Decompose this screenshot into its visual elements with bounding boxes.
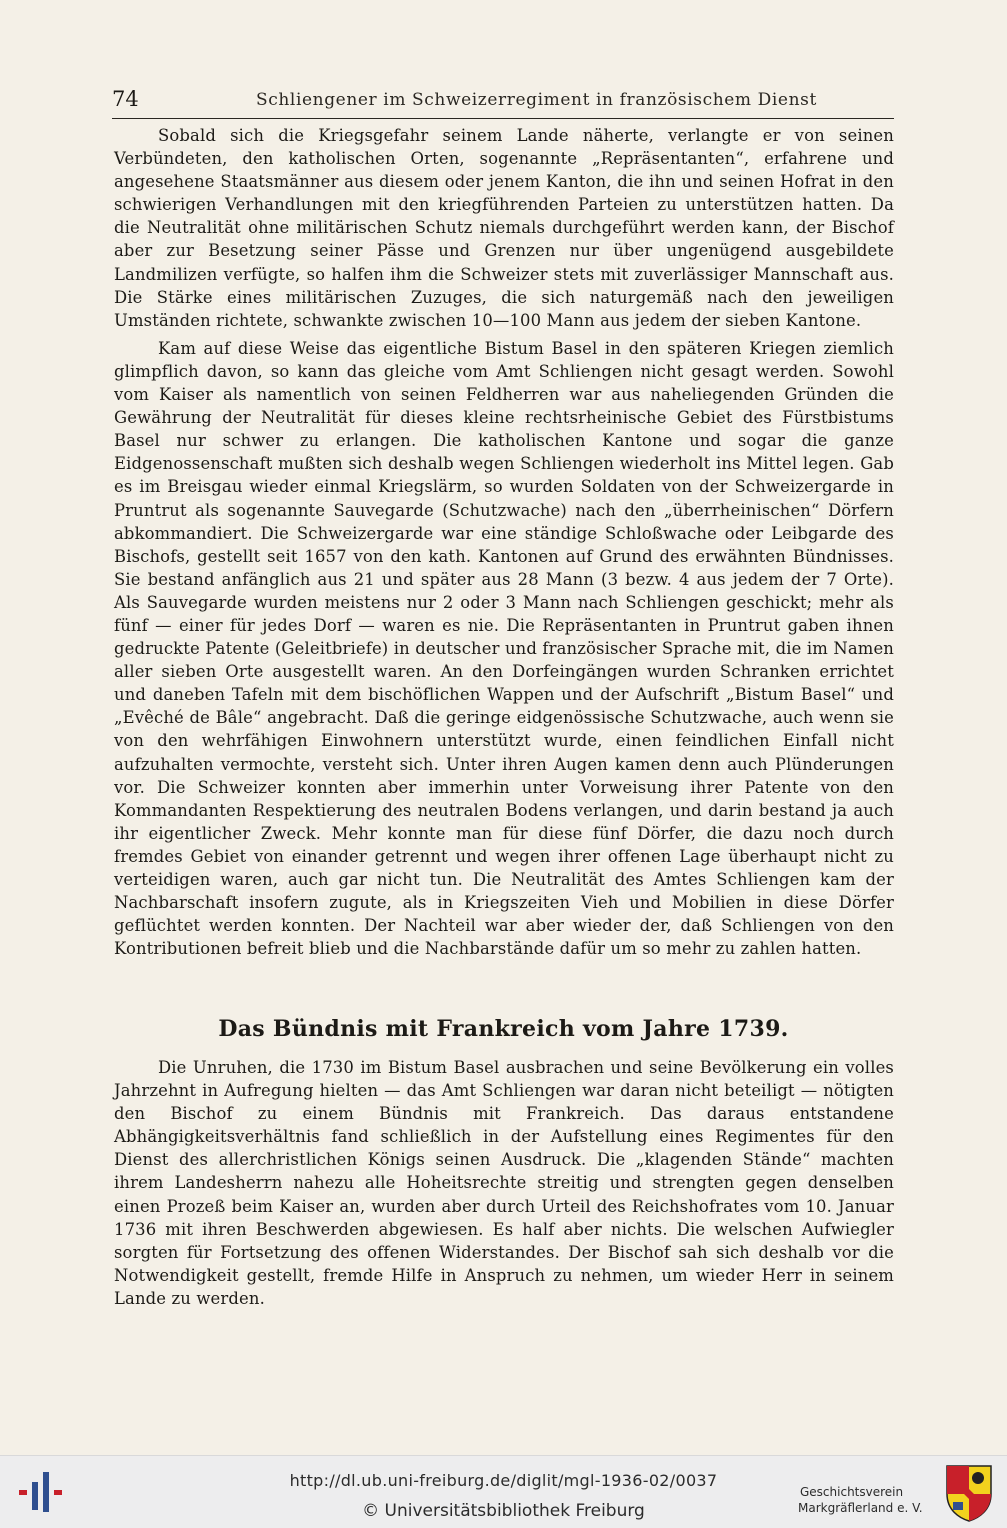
copyright-notice: © Universitätsbibliothek Freiburg [362, 1501, 645, 1521]
viewer-footer [0, 1455, 1007, 1528]
paragraph: Kam auf diese Weise das eigentliche Bistum Basel in den späteren Kriegen ziemlich glimpflich davon, so kann das gleiche vom Amt Schliengen nicht gesagt werden. Sowohl vom Kaiser als namentlich von seinen Feldherren war aus naheliegenden Gründen die Gewährung der Neutralität für dieses kleine rechtsrheinische Gebiet des Fürstbistums Basel nur schwer zu erlangen. Die katholischen Kantone und sogar die ganze Eidgenossenschaft mußten sich deshalb wegen Schliengen wiederholt ins Mittel legen. Gab es im Breisgau wieder einmal Kriegslärm, so wurden Soldaten von der Schweizergarde in Pruntrut als sogenannte Sauvegarde (Schutzwache) nach den „überrheinischen“ Dörfern abkommandiert. Die Schweizergarde war eine ständige Schloßwache oder Leibgarde des Bischofs, gestellt seit 1657 von den kath. Kantonen auf Grund des erwähnten Bündnisses. Sie bestand anfänglich aus 21 und später aus 28 Mann (3 bezw. 4 aus jedem der 7 Orte). Als Sauvegarde wurden meistens nur 2 oder 3 Mann nach Schliengen geschickt; mehr als fünf — einer für jedes Dorf — waren es nie. Die Repräsentanten in Pruntrut gaben ihnen gedruckte Patente (Geleitbriefe) in deutscher und französischer Sprache mit, die im Namen aller sieben Orte ausgestellt waren. An den Dorfeingängen wurden Schranken errichtet und daneben Tafeln mit dem bischöflichen Wappen und der Aufschrift „Bistum Basel“ und „Evêché de Bâle“ angebracht. Daß die geringe eidgenössische Schutzwache, auch wenn sie von den wehrfähigen Einwohnern unterstützt wurde, einen feindlichen Einfall nicht aufzuhalten vermochte, versteht sich. Unter ihren Augen kamen denn auch Plünderungen vor. Die Schweizer konnten aber immerhin unter Vorweisung ihrer Patente von den Kommandanten Respektierung des neutralen Bodens verlangen, und darin bestand ja auch ihr eigentlicher Zweck. Mehr konnte man für diese fünf Dörfer, die dazu noch durch fremdes Gebiet von einander getrennt und wegen ihrer offenen Lage überhaupt nicht zu verteidigen waren, auch gar nicht tun. Die Neutralität des Amtes Schliengen kam der Nachbarschaft insofern zugute, als in Kriegszeiten Vieh und Mobilien in diese Dörfer geflüchtet werden konnten. Der Nachteil war aber wieder der, daß Schliengen von den Kontributionen befreit blieb und die Nachbarstände dafür um so mehr zu zahlen hatten. [114, 338, 894, 959]
page-header [112, 84, 894, 119]
page-number: 74 [112, 87, 139, 111]
society-line-1: Geschichtsverein [800, 1485, 904, 1499]
main-text [114, 124, 894, 960]
society-name [800, 1484, 940, 1516]
document-url[interactable]: http://dl.ub.uni-freiburg.de/diglit/mgl-1936-02/0037 [289, 1471, 718, 1490]
section-text [114, 1056, 894, 1310]
society-line-2: Markgräflerland e. V. [798, 1501, 923, 1515]
paragraph: Die Unruhen, die 1730 im Bistum Basel ausbrachen und seine Bevölkerung ein volles Jahrzehnt in Aufregung hielten — das Amt Schliengen war daran nicht beteiligt — nötigten den Bischof zu einem Bündnis mit Frankreich. Das daraus entstandene Abhängigkeitsverhältnis fand schließlich in der Aufstellung eines Regimentes für den Dienst des allerchristlichen Königs seinen Ausdruck. Die „klagenden Stände“ machten ihrem Landesherrn nahezu alle Hoheitsrechte streitig und strengten gegen denselben einen Prozeß beim Kaiser an, wurden aber durch Urteil des Reichshofrates vom 10. Januar 1736 mit ihren Beschwerden abgewiesen. Es half aber nichts. Die welschen Aufwiegler sorgten für Fortsetzung des offenen Widerstandes. Der Bischof sah sich deshalb vor die Notwendigkeit gestellt, fremde Hilfe in Anspruch zu nehmen, um wieder Herr in seinem Lande zu werden. [114, 1058, 894, 1308]
running-title: Schliengener im Schweizerregiment in französischem Dienst [256, 90, 817, 110]
paragraph: Sobald sich die Kriegsgefahr seinem Lande näherte, verlangte er von seinen Verbündeten, den katholischen Orten, sogenannte „Repräsentanten“, erfahrene und angesehene Staatsmänner aus diesem oder jenem Kanton, die ihn und seinen Hofrat in den schwierigen Verhandlungen mit den kriegführenden Parteien zu unterstützen hatten. Da die Neutralität ohne militärischen Schutz niemals durchgeführt werden kann, der Bischof aber zur Besetzung seiner Pässe und Grenzen nur über ungenügend ausgebildete Landmilizen verfügte, so halfen ihm die Schweizer stets mit zuverlässiger Mannschaft aus. Die Stärke eines militärischen Zuzuges, die sich naturgemäß nach den jeweiligen Umständen richtete, schwankte zwischen 10—100 Mann aus jedem der sieben Kantone. [114, 126, 894, 330]
coat-of-arms-icon[interactable] [945, 1464, 993, 1522]
section-heading: Das Bündnis mit Frankreich vom Jahre 1739. [218, 1016, 789, 1042]
